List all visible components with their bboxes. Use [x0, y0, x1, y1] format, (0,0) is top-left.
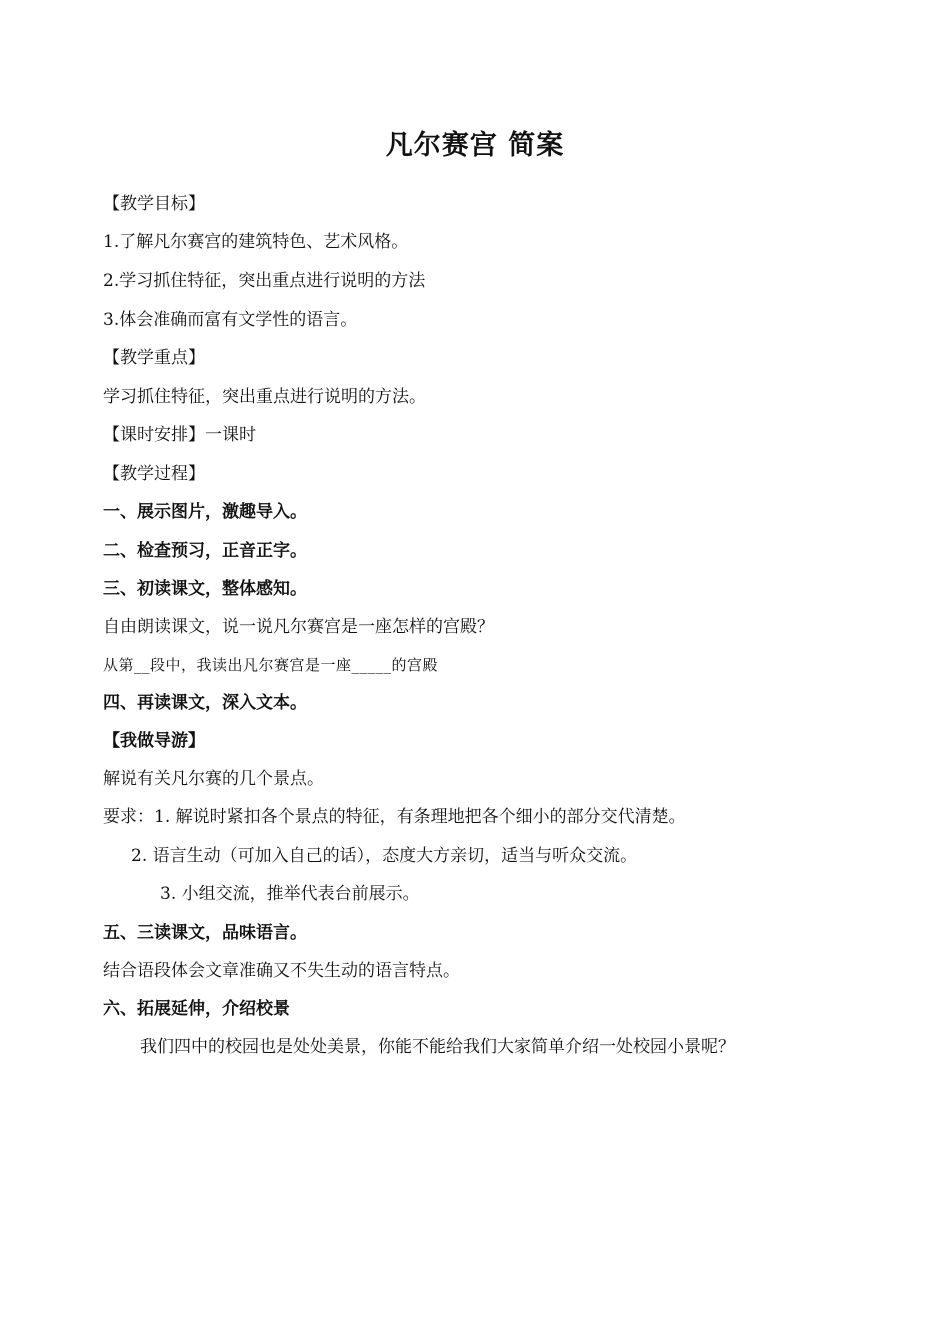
objective-item-2: 2.学习抓住特征，突出重点进行说明的方法 — [103, 271, 426, 291]
objective-item-3: 3.体会准确而富有文学性的语言。 — [103, 310, 358, 330]
step-heading-2: 二、检查预习，正音正字。 — [103, 541, 307, 561]
step-3-fill-blank: 从第__段中，我读出凡尔赛宫是一座_____的宫殿 — [103, 656, 439, 674]
step-5-text: 结合语段体会文章准确又不失生动的语言特点。 — [103, 961, 460, 981]
objective-item-1: 1.了解凡尔赛宫的建筑特色、艺术风格。 — [103, 232, 409, 252]
key-point-text: 学习抓住特征，突出重点进行说明的方法。 — [103, 387, 426, 407]
requirement-1: 要求：1. 解说时紧扣各个景点的特征，有条理地把各个细小的部分交代清楚。 — [103, 807, 686, 827]
requirement-2: 2. 语言生动（可加入自己的话），态度大方亲切，适当与听众交流。 — [131, 846, 638, 866]
tour-guide-task: 解说有关凡尔赛的几个景点。 — [103, 769, 324, 789]
document-title: 凡尔赛宫 简案 — [385, 130, 565, 161]
step-heading-1: 一、展示图片，激趣导入。 — [103, 502, 307, 522]
step-heading-4: 四、再读课文，深入文本。 — [103, 693, 307, 713]
tour-guide-heading: 【我做导游】 — [103, 731, 205, 751]
step-heading-6: 六、拓展延伸，介绍校景 — [103, 999, 290, 1019]
step-heading-5: 五、三读课文，品味语言。 — [103, 923, 307, 943]
section-heading-process: 【教学过程】 — [103, 464, 205, 484]
section-heading-objectives: 【教学目标】 — [103, 194, 205, 214]
step-3-question: 自由朗读课文，说一说凡尔赛宫是一座怎样的宫殿？ — [103, 617, 494, 637]
step-heading-3: 三、初读课文，整体感知。 — [103, 579, 307, 599]
schedule-line: 【课时安排】一课时 — [103, 425, 256, 445]
section-heading-key-point: 【教学重点】 — [103, 348, 205, 368]
step-6-text: 我们四中的校园也是处处美景，你能不能给我们大家简单介绍一处校园小景呢？ — [140, 1037, 735, 1057]
requirement-3: 3. 小组交流，推举代表台前展示。 — [160, 884, 420, 904]
